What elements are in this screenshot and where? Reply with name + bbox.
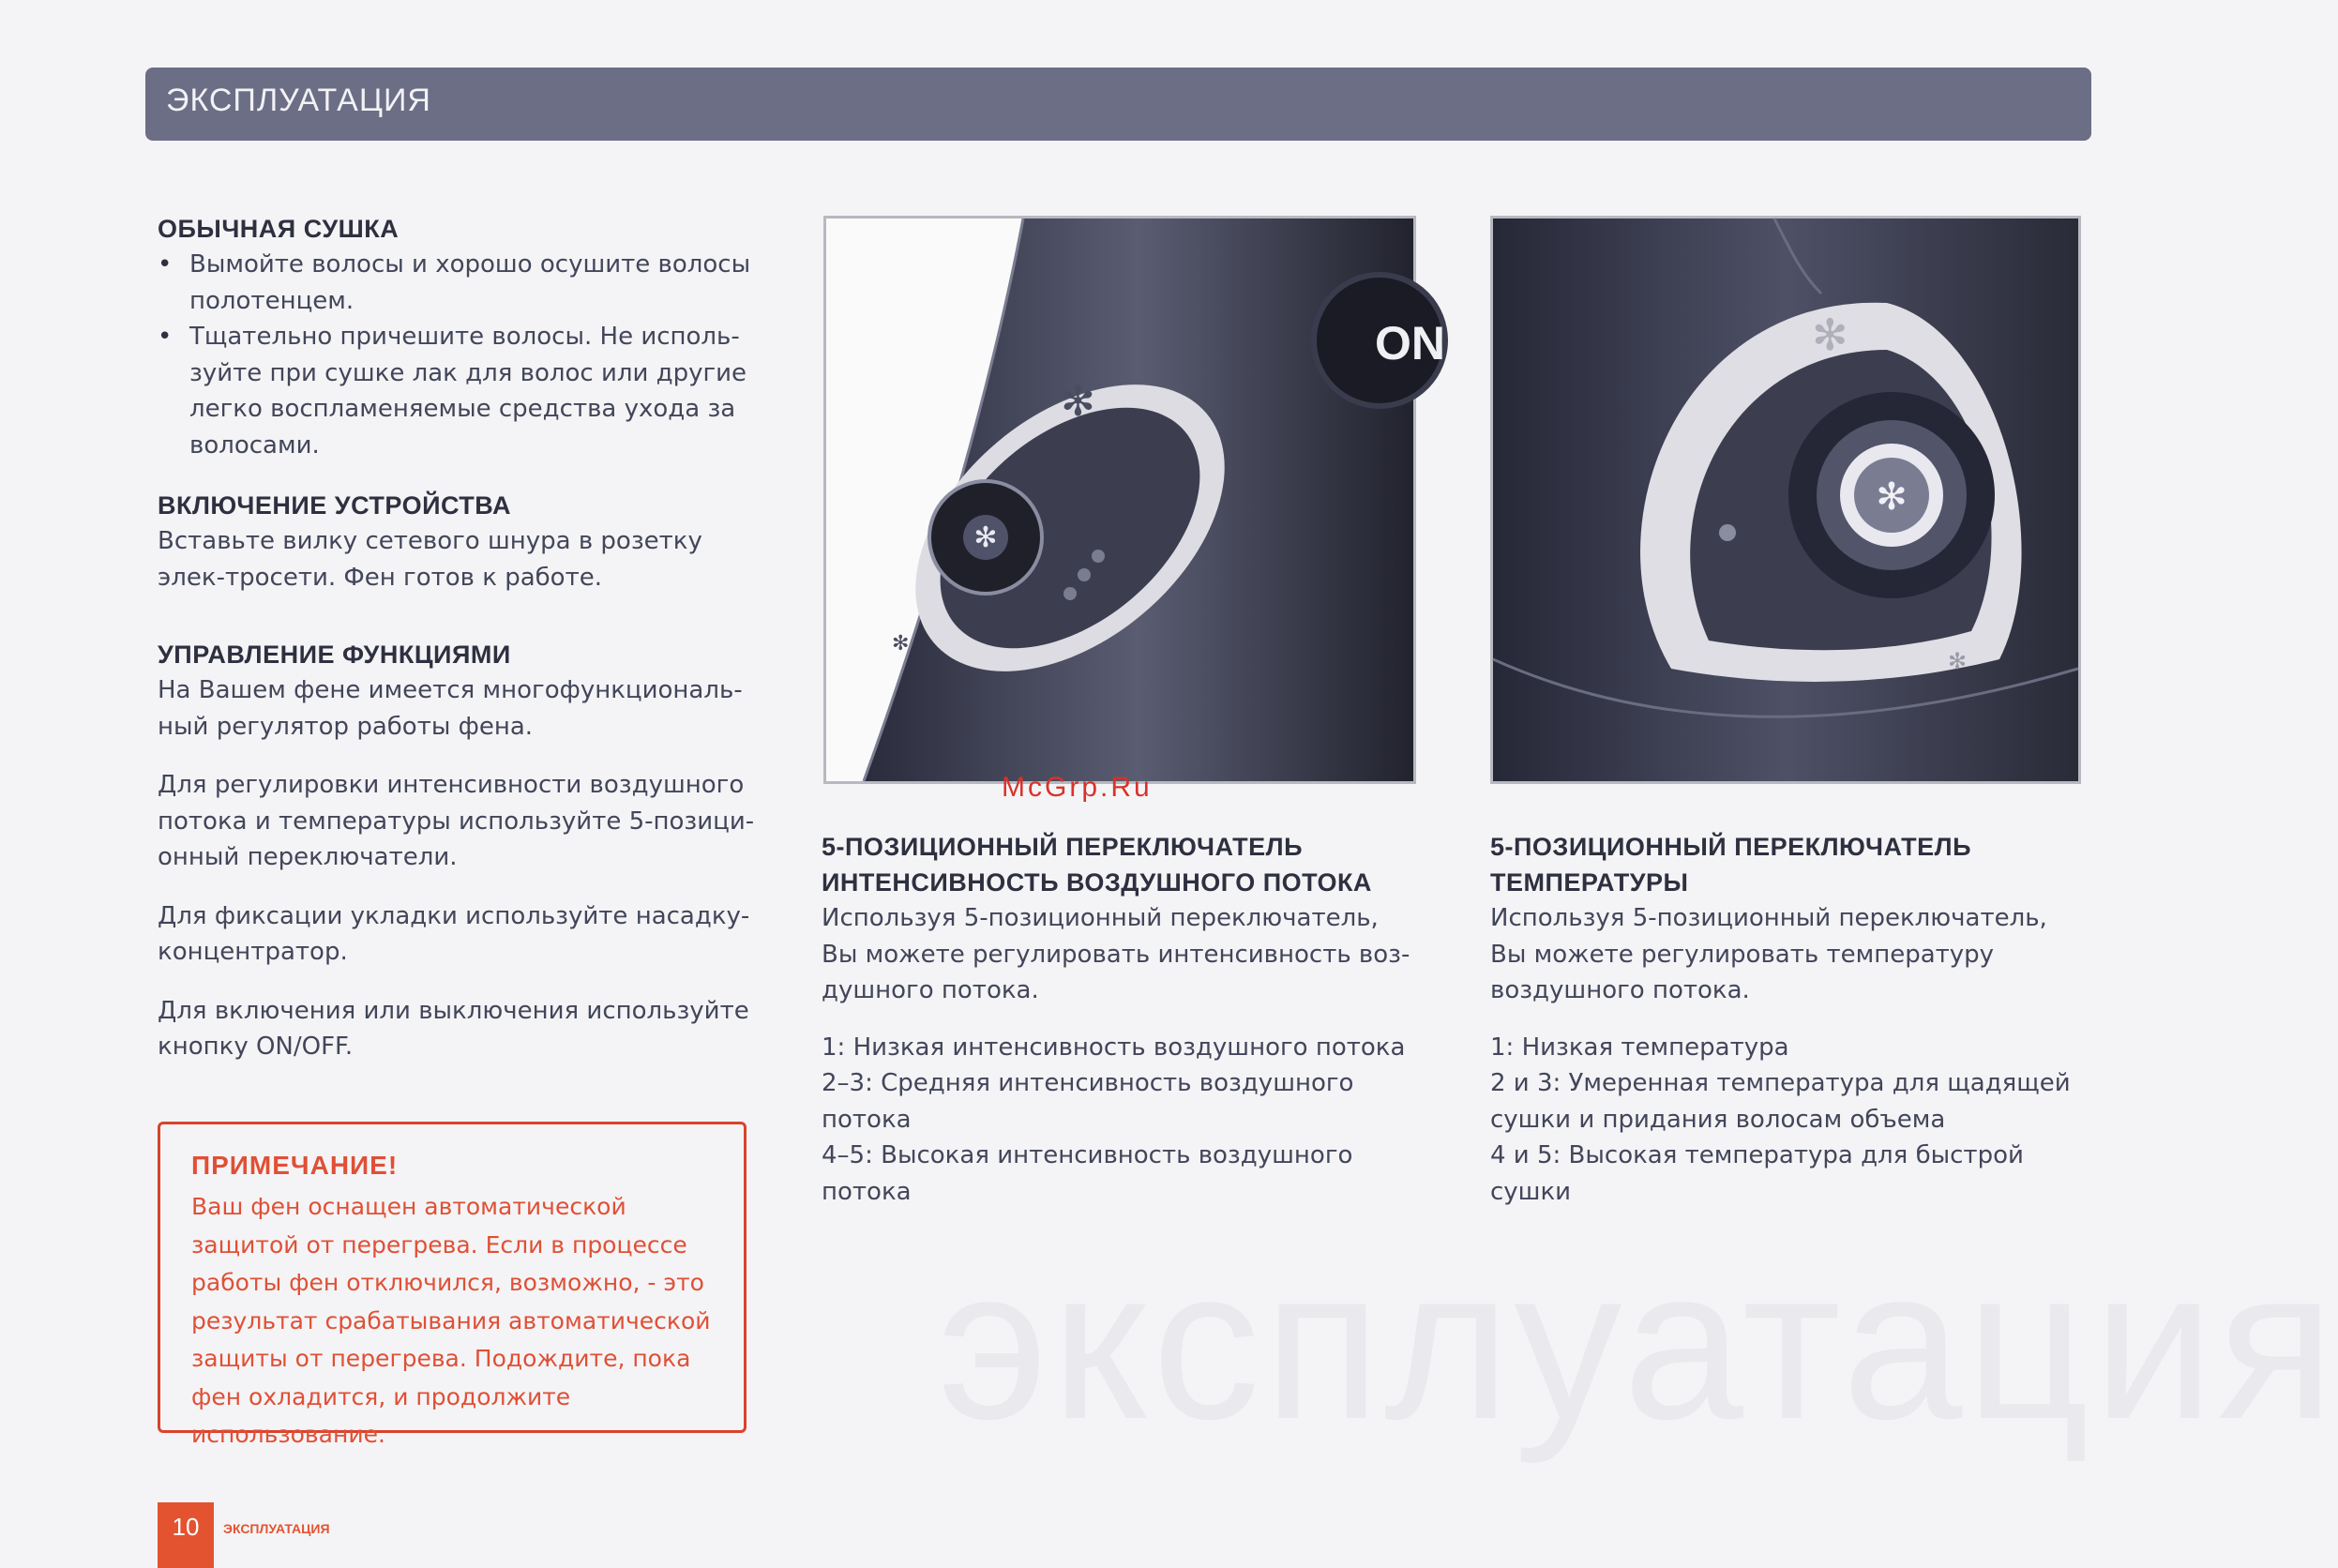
airflow-intro: Используя 5-позиционный переключатель, Вы можете регулировать интенсивность воз-душного потока. <box>822 904 1410 1004</box>
list-item: • Тщательно причешите волосы. Не исполь-зуйте при сушке лак для волос или другие легко воспламеняемые средства ухода за волосами. <box>158 319 758 463</box>
note-box <box>158 1122 747 1448</box>
heading-temperature-line1: 5-ПОЗИЦИОННЫЙ ПЕРЕКЛЮЧАТЕЛЬ <box>1490 833 1972 861</box>
airflow-section <box>822 829 1422 1210</box>
controls-paragraph: На Вашем фене имеется многофункциональ-ный регулятор работы фена. <box>158 676 743 741</box>
controls-paragraph: Для регулировки интенсивности воздушного потока и температуры используйте 5-позици-онный переключатели. <box>158 771 755 871</box>
section-title: ЭКСПЛУАТАЦИЯ <box>166 83 431 118</box>
site-watermark: McGrp.Ru <box>1002 772 1153 803</box>
heading-temperature-line2: ТЕМПЕРАТУРЫ <box>1490 868 1689 897</box>
svg-text:✻: ✻ <box>1061 378 1095 426</box>
svg-text:✻: ✻ <box>1876 475 1908 519</box>
note-text: Ваш фен оснащен автоматической защитой от перегрева. Если в процессе работы фен отключился, возможно, - это результат срабатывания автоматической защиты от перегрева. Подождите, пока фен охладится, и продолжите использование. <box>191 1193 711 1448</box>
hair-dryer-illustration <box>826 219 1445 781</box>
heading-airflow-line2: ИНТЕНСИВНОСТЬ ВОЗДУШНОГО ПОТОКА <box>822 868 1372 897</box>
hair-dryer-illustration <box>1493 219 2078 781</box>
page-number: 10 <box>158 1502 214 1568</box>
power-on-text: Вставьте вилку сетевого шнура в розетку элек-тросети. Фен готов к работе. <box>158 527 702 592</box>
heading-normal-drying: ОБЫЧНАЯ СУШКА <box>158 215 400 243</box>
airflow-switch-photo <box>823 216 1445 784</box>
temperature-section <box>1490 829 2090 1210</box>
temperature-level: 4 и 5: Высокая температура для быстрой сушки <box>1490 1141 2024 1206</box>
temperature-intro: Используя 5-позиционный переключатель, Вы можете регулировать температуру воздушного потока. <box>1490 904 2047 1004</box>
temperature-level: 2 и 3: Умеренная температура для щадящей сушки и придания волосам объема <box>1490 1069 2071 1134</box>
left-column <box>158 211 758 1088</box>
footer-section-label: ЭКСПЛУАТАЦИЯ <box>223 1521 330 1536</box>
airflow-level: 4–5: Высокая интенсивность воздушного потока <box>822 1141 1353 1206</box>
temperature-switch-photo <box>1490 216 2081 784</box>
airflow-level: 2–3: Средняя интенсивность воздушного потока <box>822 1069 1354 1134</box>
temperature-level: 1: Низкая температура <box>1490 1033 1789 1062</box>
svg-text:✻: ✻ <box>1948 648 1968 674</box>
airflow-level: 1: Низкая интенсивность воздушного потока <box>822 1033 1406 1062</box>
heading-power-on: ВКЛЮЧЕНИЕ УСТРОЙСТВА <box>158 491 511 520</box>
heading-controls: УПРАВЛЕНИЕ ФУНКЦИЯМИ <box>158 641 511 669</box>
heading-airflow-line1: 5-ПОЗИЦИОННЫЙ ПЕРЕКЛЮЧАТЕЛЬ <box>822 833 1304 861</box>
section-banner <box>145 68 2091 141</box>
svg-text:✻: ✻ <box>1812 309 1848 360</box>
on-off-button-label: ON <box>1375 317 1445 369</box>
controls-paragraph: Для включения или выключения используйте кнопку ON/OFF. <box>158 996 749 1061</box>
note-title: ПРИМЕЧАНИЕ! <box>191 1151 399 1180</box>
background-watermark-text: эксплуатация <box>938 1223 2338 1464</box>
svg-text:✻: ✻ <box>973 521 998 554</box>
list-item: • Вымойте волосы и хорошо осушите волосы полотенцем. <box>158 247 758 319</box>
controls-paragraph: Для фиксации укладки используйте насадку-концентратор. <box>158 901 750 966</box>
drying-steps-list <box>158 247 758 463</box>
svg-text:✻: ✻ <box>892 632 910 656</box>
